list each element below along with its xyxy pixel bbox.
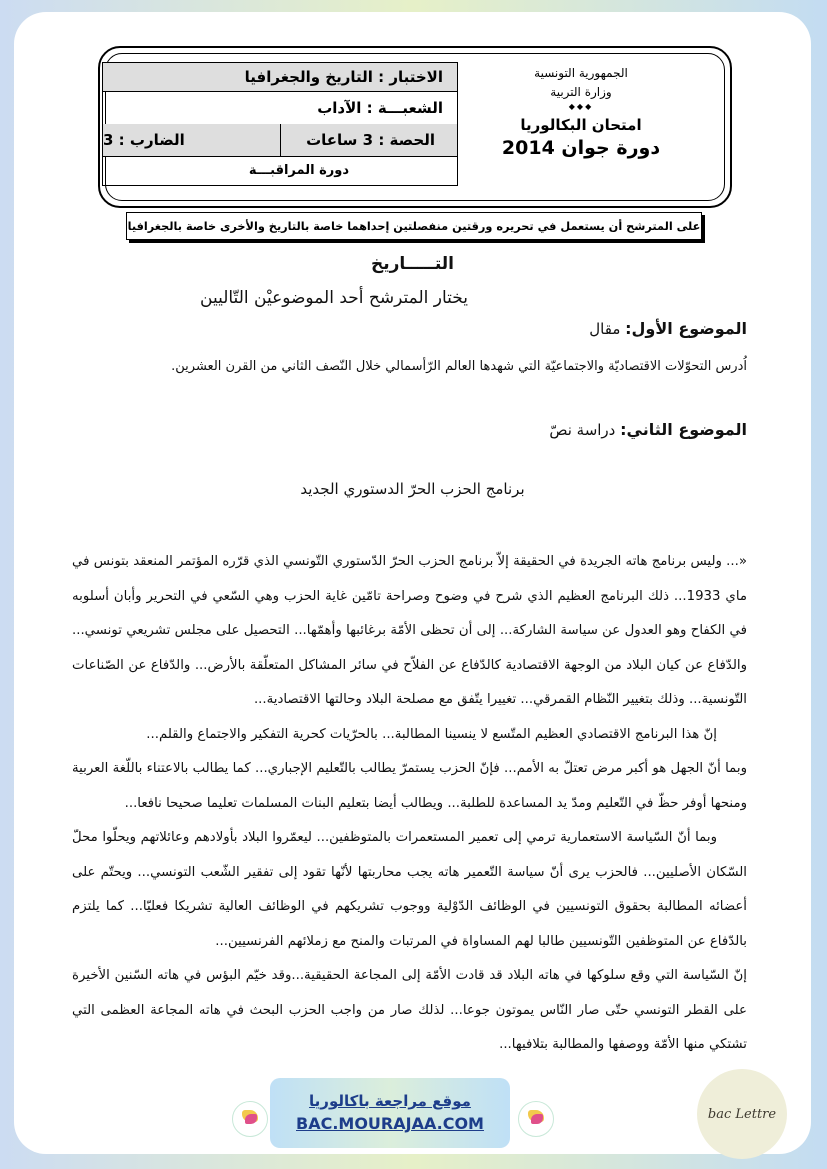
- exam-page: [14, 12, 811, 1154]
- paragraph: وبما أنّ السّياسة الاستعمارية ترمي إلى تعمير المستعمرات بالمتوظفين... ليعمّروا البلاد بأولادهم وعائلاتهم ويحلّوا محلّ السّكان الأصليين... فالحزب يرى أنّ سياسة التّعمير هاته يجب محاربتها لأنّها تقود إلى تفقير الشّعب التونسي... ويحتّم على أعضائه المطالبة بحقوق التونسيين في الوظائف الدّوْلية ووجوب تشريكهم في الوظائف العالية تشريكا فعليّا... كما يلتزم بالدّفاع عن المتوظفين التّونسيين طالبا لهم المساواة في المرتبات والمنح مع زملائهم الفرنسيين...: [72, 830, 747, 949]
- coefficient-cell: [103, 124, 281, 156]
- document-text: [72, 545, 747, 1063]
- duration-label: الحصة : 3 ساعات: [306, 131, 435, 149]
- section-row: [103, 91, 457, 125]
- site-url[interactable]: BAC.MOURAJAA.COM: [296, 1114, 484, 1133]
- country-name: الجمهورية التونسية: [534, 66, 628, 80]
- bac-lettre-label: bac Lettre: [707, 1106, 777, 1122]
- bac-lettre-badge: [697, 1069, 787, 1159]
- paragraph: إنّ هذا البرنامج الاقتصادي العظيم المتّسع لا ينسينا المطالبة... بالحرّيات كحرية التفكير والاجتماع والقلم...: [146, 726, 717, 742]
- instruction-notice: على المترشح أن يستعمل في تحريره ورقتين منفصلتين إحداهما خاصة بالتاريخ والأخرى خاصة بالجغرافيا: [126, 212, 702, 240]
- topic1-heading: [589, 319, 747, 338]
- topic2-type: دراسة نصّ: [549, 421, 621, 439]
- topic2-label: الموضوع الثاني:: [620, 420, 747, 439]
- ornament-dots: ◆◆◆: [568, 102, 594, 111]
- coefficient-label: الضارب : 3: [103, 131, 185, 149]
- topic1-label: الموضوع الأول:: [625, 319, 747, 338]
- exam-info-table: [102, 62, 458, 186]
- paragraph: «... وليس برنامج هاته الجريدة في الحقيقة إلاّ برنامج الحزب الحرّ الدّستوري التّونسي الذي قرّره المؤتمر المنعقد بتونس في ماي 1933... ذلك البرنامج العظيم الذي شرح في وضوح وصراحة تامّين غاية الحزب وهي السّعي في التحرير وأبان أسلوبه في الكفاح وهو العدول عن سياسة الشاركة... إلى أن تحظى الأمّة برغائبها وأهمّها... التحصيل على مجلس تشريعي تونسي... والدّفاع عن كيان البلاد من الوجهة الاقتصادية كالدّفاع عن الفلاّح في سائر المشاكل المتعلّقة بالأرض... والدّفاع عن الصّناعات التّونسية... وذلك بتغيير النّظام القمرقي... تغييرا يتّفق مع مصلحة البلاد وحالتها الاقتصادية...: [72, 554, 747, 707]
- paragraph: وبما أنّ الجهل هو أكبر مرض تعتلّ به الأمم... فإنّ الحزب يستمرّ يطالب بالتّعليم الإجباري... كما يطالب بالاعتناء باللّغة العربية ومنحها أوفر حظّ في التّعليم ومدّ يد المساعدة للطلبة... ويطالب أيضا بتعليم البنات المسلمات تعليما صحيحا نافعا...: [72, 761, 747, 811]
- topic2-heading: [549, 420, 747, 439]
- subject-row: [103, 63, 457, 92]
- site-logo-icon: [518, 1101, 554, 1137]
- session-type-label: دورة المراقبـــة: [248, 163, 349, 178]
- topic1-text: اُدرس التحوّلات الاقتصاديّة والاجتماعيّة التي شهدها العالم الرّأسمالي خلال النّصف الثاني من القرن العشرين.: [171, 359, 747, 374]
- site-banner[interactable]: [270, 1078, 510, 1148]
- duration-row: [103, 124, 457, 157]
- topic1-type: مقال: [589, 320, 626, 338]
- ministry-name: وزارة التربية: [550, 85, 612, 99]
- section-label: الشعبـــة : الآداب: [317, 98, 443, 117]
- paragraph: إنّ السّياسة التي وقع سلوكها في هاته البلاد قد قادت الأمّة إلى المجاعة الحقيقية...وقد خيّم البؤس في هاته السّنين الأخيرة على القطر التونسي حتّى صار النّاس يموتون جوعا... لذلك صار من واجب الحزب البحث في هاته المجاعة العظمى التي تشتكي منها الأمّة ووصفها والمطالبة بتلافيها...: [72, 968, 747, 1052]
- exam-session: دورة جوان 2014: [501, 137, 661, 159]
- institution-header: [476, 64, 686, 160]
- subject-label: الاختبار : التاريخ والجغرافيا: [244, 68, 443, 86]
- site-name-arabic[interactable]: موقع مراجعة باكالوريا: [309, 1092, 471, 1110]
- section-title: التـــــاريخ: [370, 254, 454, 274]
- text-title: برنامج الحزب الحرّ الدستوري الجديد: [300, 480, 525, 498]
- site-logo-icon: [232, 1101, 268, 1137]
- session-type-row: [103, 156, 457, 185]
- choose-instruction: يختار المترشح أحد الموضوعيْن التّاليين: [200, 288, 468, 308]
- exam-title: امتحان البكالوريا: [520, 116, 642, 134]
